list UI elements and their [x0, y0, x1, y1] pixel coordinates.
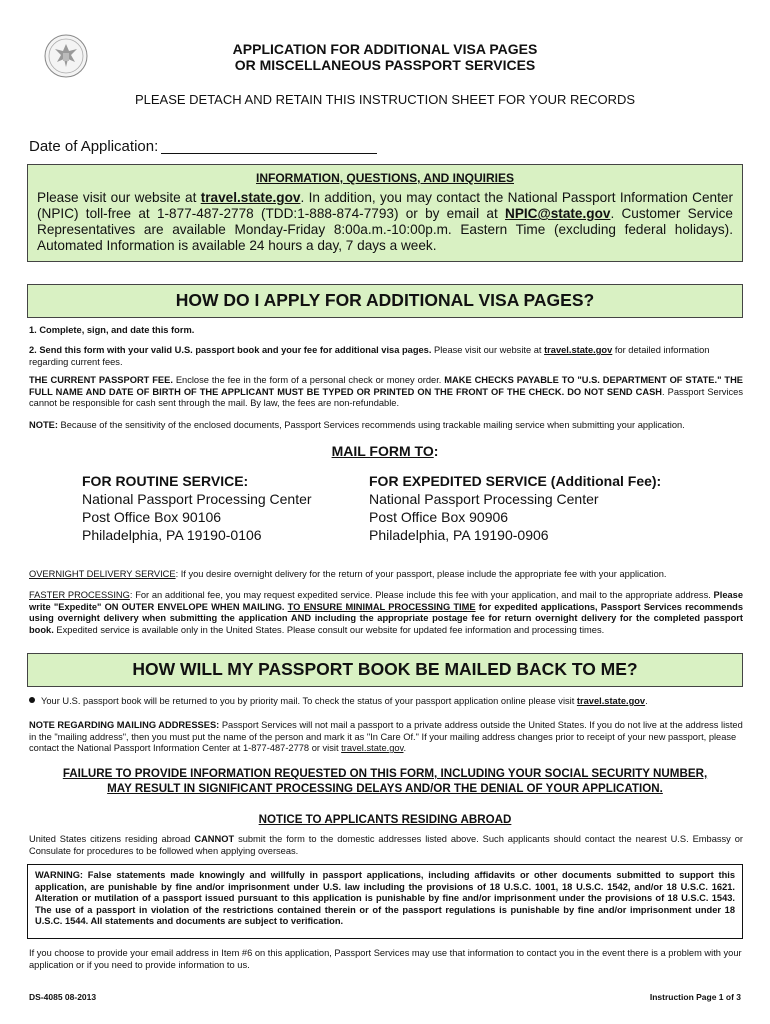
- form-number: DS-4085 08-2013: [29, 992, 97, 1002]
- bullet-icon: [29, 697, 35, 703]
- apply-heading: HOW DO I APPLY FOR ADDITIONAL VISA PAGES?: [27, 284, 743, 318]
- page-number: Instruction Page 1 of 3: [649, 992, 741, 1002]
- expedited-service-address: FOR EXPEDITED SERVICE (Additional Fee): National Passport Processing Center Post Office Box 90906 Philadelphia, PA 19190-0906: [369, 473, 662, 543]
- warning-text: WARNING: False statements made knowingly and willfully in passport applications, including affidavits or other documents submitted to support this application, are punishable by fine and/or imprisonment under U.S. law including the provisions of 18 U.S.C. 1001, 18 U.S.C. 1542, and/or 18 U.S.C. 1621. Alteration or mutilation of a passport issued pursuant to this application is punishable by fine and/or imprisonment under the provisions of 18 U.S.C. 1543. The use of a passport in violation of the restrictions contained therein or of the passport regulations is punishable by fine and/or imprisonment under 18 U.S.C. 1544. All statements and documents are subject to verification.: [35, 870, 735, 926]
- info-heading: INFORMATION, QUESTIONS, AND INQUIRIES: [255, 171, 514, 185]
- routine-service-address: FOR ROUTINE SERVICE: National Passport Processing Center Post Office Box 90106 Philadelphia, PA 19190-0106: [82, 473, 312, 543]
- routine-service-title: FOR ROUTINE SERVICE:: [82, 473, 249, 489]
- apply-step2: 2. Send this form with your valid U.S. passport book and your fee for additional visa pages. Please visit our website at travel.state.gov for detailed information regarding current fees.: [29, 345, 710, 367]
- email-notice: If you choose to provide your email address in Item #6 on this application, Passport Services may use that information to contact you in the event there is a problem with your application or if you need to provide information to us.: [29, 948, 742, 970]
- apply-step1: 1. Complete, sign, and date this form.: [29, 325, 195, 335]
- date-of-application-field[interactable]: [161, 153, 377, 154]
- faster-processing-paragraph: FASTER PROCESSING: For an additional fee, you may request expedited service. Please include this fee with your application, and mail to the appropriate address. Please write "Expedite" ON OUTER ENVELOPE WHEN MAILING. TO ENSURE MINIMAL PROCESSING TIME for expedited applications, Passport Services recommends using overnight delivery when submitting the application AND including the appropriate postage fee for return overnight delivery for the completed passport book. Expedited service is available only in the United States. Please consult our website for updated fee information and processing times.: [29, 590, 743, 635]
- warning-box: [27, 864, 743, 939]
- expedited-service-title: FOR EXPEDITED SERVICE (Additional Fee):: [369, 473, 662, 489]
- detach-notice: PLEASE DETACH AND RETAIN THIS INSTRUCTION SHEET FOR YOUR RECORDS: [134, 92, 636, 107]
- website-link[interactable]: travel.state.gov: [544, 345, 613, 355]
- form-title-line1: APPLICATION FOR ADDITIONAL VISA PAGES: [232, 41, 538, 57]
- email-link[interactable]: NPIC@state.gov: [505, 206, 611, 221]
- date-of-application-label: Date of Application:: [29, 138, 159, 155]
- abroad-heading: NOTICE TO APPLICANTS RESIDING ABROAD: [258, 813, 512, 826]
- failure-notice-line2: MAY RESULT IN SIGNIFICANT PROCESSING DELAYS AND/OR THE DENIAL OF YOUR APPLICATION.: [107, 782, 663, 795]
- overnight-delivery-paragraph: OVERNIGHT DELIVERY SERVICE: If you desire overnight delivery for the return of your passport, please include the appropriate fee with your application.: [29, 569, 667, 579]
- mail-form-to-heading: MAIL FORM TO:: [331, 443, 439, 459]
- website-link[interactable]: travel.state.gov: [341, 743, 404, 753]
- fee-paragraph: THE CURRENT PASSPORT FEE. Enclose the fee in the form of a personal check or money order. MAKE CHECKS PAYABLE TO "U.S. DEPARTMENT OF STATE." THE FULL NAME AND DATE OF BIRTH OF THE APPLICANT MUST BE TYPED OR PRINTED ON THE FRONT OF THE CHECK. DO NOT SEND CASH. Passport Services cannot be responsible for cash sent through the mail. By law, the fees are non-refundable.: [29, 375, 743, 408]
- info-box: [27, 164, 743, 262]
- mailed-back-heading: HOW WILL MY PASSPORT BOOK BE MAILED BACK TO ME?: [27, 653, 743, 687]
- priority-mail-bullet: Your U.S. passport book will be returned to you by priority mail. To check the status of your passport application online please visit travel.state.gov.: [29, 696, 743, 708]
- mailing-address-note: NOTE REGARDING MAILING ADDRESSES: Passport Services will not mail a passport to a private address outside the United States. If you do not live at the address listed in the "mailing address", then you must put the name of the person and mark it as "In Care Of." If your mailing address changes prior to receipt of your new passport, please contact the National Passport Information Center at 1-877-487-2778 or visit travel.state.gov.: [29, 720, 743, 753]
- website-link[interactable]: travel.state.gov: [576, 696, 646, 706]
- website-link[interactable]: travel.state.gov: [200, 190, 301, 205]
- abroad-paragraph: United States citizens residing abroad CANNOT submit the form to the domestic addresses listed above. Such applicants should contact the nearest U.S. Embassy or Consulate for procedures to be followed when applying overseas.: [29, 834, 743, 856]
- failure-notice-line1: FAILURE TO PROVIDE INFORMATION REQUESTED ON THIS FORM, INCLUDING YOUR SOCIAL SECURITY NUMBER,: [62, 767, 708, 780]
- note-paragraph: NOTE: Because of the sensitivity of the enclosed documents, Passport Services recommends using trackable mailing service when submitting your application.: [29, 420, 685, 430]
- form-title-line2: OR MISCELLANEOUS PASSPORT SERVICES: [234, 57, 536, 73]
- info-text: Please visit our website at travel.state.gov. In addition, you may contact the National Passport Information Center (NPIC) toll-free at 1-877-487-2778 (TDD:1-888-874-7793) or by email at NPIC@state.gov. Customer Service Representatives are available Monday-Friday 8:00a.m.-10:00p.m. Eastern Time (excluding federal holidays). Automated Information is available 24 hours a day, 7 days a week.: [37, 190, 733, 253]
